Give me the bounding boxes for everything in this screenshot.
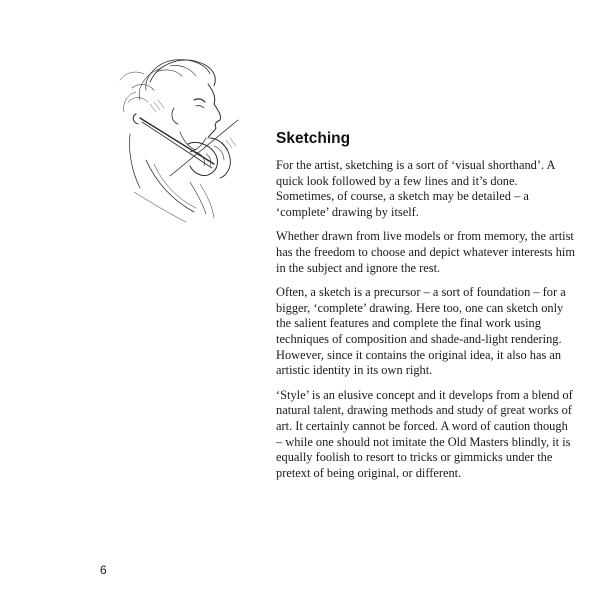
paragraph-4: ‘Style’ is an elusive concept and it develops from a blend of natural talent, drawing methods and study of great works of art. It certainly cannot be forced. A word of caution though – while one should not imitate the Old Masters blindly, it is equally foolish to resort to tricks or gimmicks under the pretext of being original, or different. xyxy=(276,387,573,480)
violinist-sketch-illustration xyxy=(110,42,260,232)
main-text-column xyxy=(276,130,576,490)
page-number: 6 xyxy=(100,563,107,577)
paragraph-2: Whether drawn from live models or from memory, the artist has the freedom to choose and depict whatever interests him in the subject and ignore the rest. xyxy=(276,229,575,275)
paragraph-1: For the artist, sketching is a sort of ‘visual shorthand’. A quick look followed by a few lines and it’s done. Sometimes, of course, a sketch may be detailed – a ‘complete’ drawing by itself. xyxy=(276,158,555,219)
paragraph-3: Often, a sketch is a precursor – a sort of foundation – for a bigger, ‘complete’ drawing. Here too, one can sketch only the salient features and complete the final work using techniques of composition and shade-and-light rendering. However, since it contains the original idea, it also has an artistic identity in its own right. xyxy=(276,285,566,378)
section-heading: Sketching xyxy=(276,130,351,147)
